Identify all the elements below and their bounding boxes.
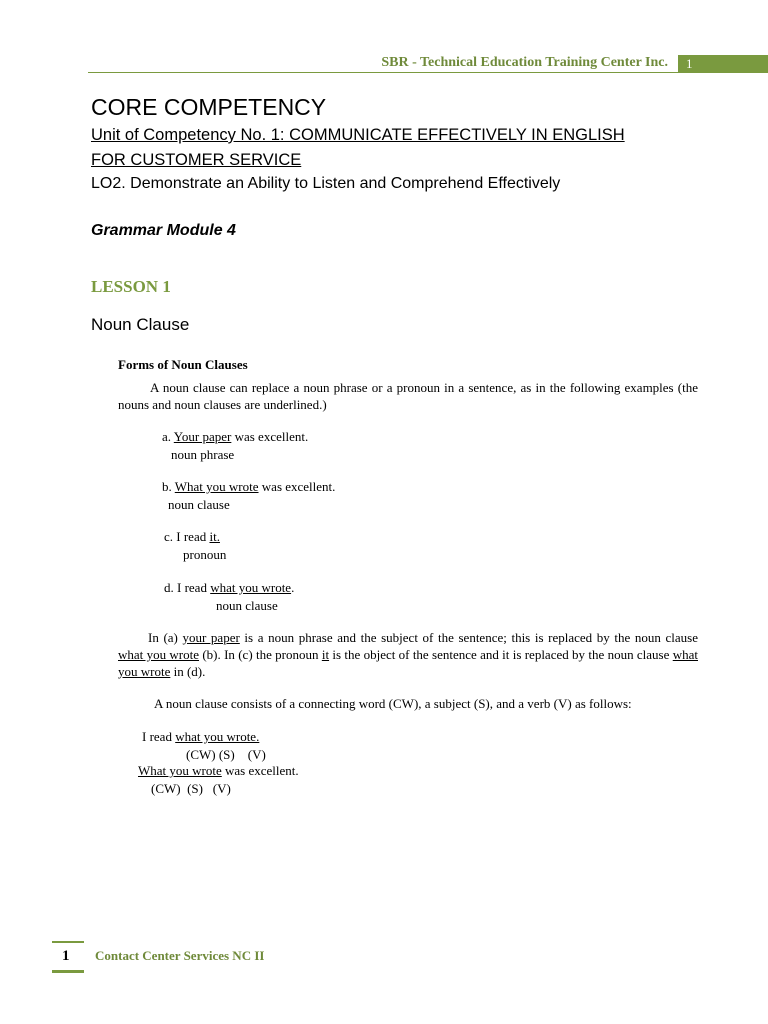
intro-paragraph: A noun clause can replace a noun phrase or a pronoun in a sentence, as in the following examples (the nouns and noun clauses are underlined.) [118, 380, 698, 412]
example-b-underlined: What you wrote [174, 479, 259, 494]
structure-1-prefix: I read [142, 729, 176, 744]
page-title: CORE COMPETENCY [91, 94, 327, 120]
topic-heading: Noun Clause [91, 315, 190, 334]
footer-title: Contact Center Services NC II [95, 948, 265, 963]
explanation-text-2: is a noun phrase and the subject of the sentence; this is replaced by the noun clause [239, 630, 698, 645]
example-a-underlined: Your paper [173, 429, 232, 444]
header-rule [88, 72, 678, 73]
learning-outcome: LO2. Demonstrate an Ability to Listen and Comprehend Effectively [91, 175, 561, 192]
footer-page-number: 1 [62, 948, 70, 964]
explanation-text-5: in (d). [170, 664, 206, 679]
example-a-label: noun phrase [171, 447, 235, 462]
structure-1-parts: (CW) (S) (V) [186, 747, 266, 762]
example-c [164, 529, 220, 545]
explanation-text-4: is the object of the sentence and it is replaced by the noun clause [329, 647, 673, 662]
explanation-text-3: (b). In (c) the pronoun [199, 647, 322, 662]
footer-rule-top [52, 941, 84, 943]
explanation-text-1: In (a) [148, 630, 183, 645]
structure-2-suffix: was excellent. [221, 763, 299, 778]
header-page-number-box [678, 55, 768, 73]
section-heading: Forms of Noun Clauses [118, 357, 248, 372]
example-a [162, 429, 308, 445]
structure-2-parts: (CW) (S) (V) [151, 781, 231, 796]
unit-of-competency-line2: FOR CUSTOMER SERVICE [91, 151, 302, 169]
module-title: Grammar Module 4 [91, 222, 236, 239]
unit-of-competency-line1: Unit of Competency No. 1: COMMUNICATE EFFECTIVELY IN ENGLISH [91, 126, 625, 144]
example-c-prefix: c. I read [164, 529, 210, 544]
example-c-underlined: it. [209, 529, 220, 544]
example-a-prefix: a. [162, 429, 174, 444]
example-b-suffix: was excellent. [258, 479, 336, 494]
structure-sentence-2 [138, 763, 299, 779]
structure-sentence-1 [142, 729, 259, 745]
footer-rule-bottom [52, 970, 84, 973]
explanation-paragraph [118, 629, 698, 680]
header-page-number: 1 [686, 56, 693, 71]
explanation-underlined-1: your paper [182, 630, 240, 645]
header-organization: SBR - Technical Education Training Center Inc. [381, 55, 668, 70]
example-d-underlined: what you wrote [210, 580, 292, 595]
example-d-prefix: d. I read [164, 580, 211, 595]
explanation-underlined-3: it [321, 647, 330, 662]
example-b [162, 479, 335, 495]
structure-1-underlined: what you wrote. [175, 729, 260, 744]
example-c-label: pronoun [183, 547, 227, 562]
example-d-label: noun clause [216, 598, 278, 613]
explanation-underlined-2: what you wrote [118, 647, 200, 662]
structure-2-underlined: What you wrote [138, 763, 222, 778]
components-sentence: A noun clause consists of a connecting word (CW), a subject (S), and a verb (V) as follows: [154, 696, 632, 711]
example-a-suffix: was excellent. [231, 429, 309, 444]
example-d [164, 580, 294, 596]
example-b-label: noun clause [168, 497, 230, 512]
lesson-heading: LESSON 1 [91, 277, 171, 296]
example-b-prefix: b. [162, 479, 175, 494]
explanation-underlined-4: what you wrote [118, 647, 698, 679]
example-d-suffix: . [291, 580, 295, 595]
